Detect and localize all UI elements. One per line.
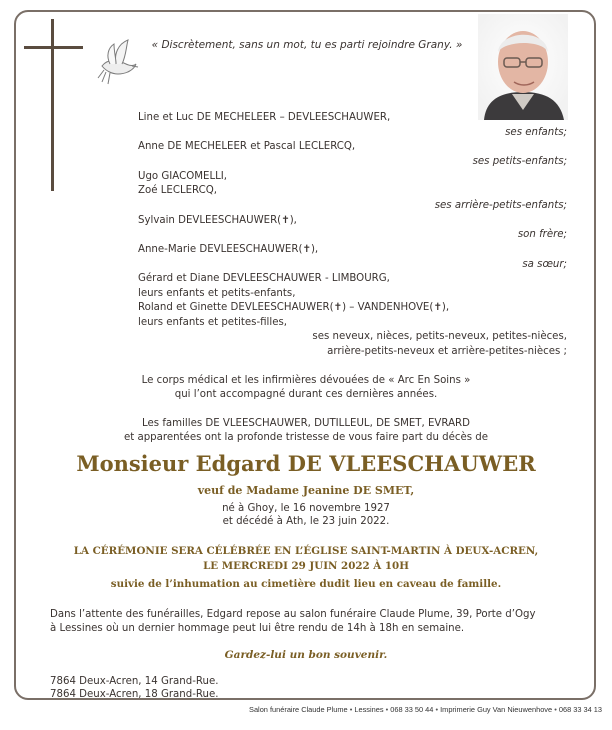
family-name-line: Gérard et Diane DEVLEESCHAUWER - LIMBOURG, xyxy=(138,273,390,284)
announce-line: Les familles DE VLEESCHAUWER, DUTILLEUL, DE SMET, EVRARD xyxy=(142,418,470,429)
cross-icon-bar xyxy=(24,46,83,49)
family-name-line: Anne-Marie DEVLEESCHAUWER(✝), xyxy=(138,244,319,255)
deceased-name: Monsieur Edgard DE VLEESCHAUWER xyxy=(76,451,536,476)
widow-line: veuf de Madame Jeanine DE SMET, xyxy=(197,484,415,497)
family-relation: ses petits-enfants; xyxy=(472,156,567,167)
family-name-line: leurs enfants et petits-enfants, xyxy=(138,288,296,299)
cross-icon xyxy=(51,19,54,191)
viewing-line: à Lessines où un dernier hommage peut lui être rendu de 14h à 18h en semaine. xyxy=(50,623,465,634)
dove-icon xyxy=(96,36,140,88)
family-relation: arrière-petits-neveux et arrière-petites-nièces ; xyxy=(327,346,567,357)
keep-memory: Gardez-lui un bon souvenir. xyxy=(224,649,388,661)
family-name-line: Ugo GIACOMELLI, xyxy=(138,171,228,182)
footer-phone: 068 33 50 44 xyxy=(390,705,434,714)
announce-line: et apparentées ont la profonde tristesse de vous faire part du décès de xyxy=(123,432,489,443)
thanks-line: Le corps médical et les infirmières dévouées de « Arc En Soins » xyxy=(141,375,471,386)
family-name-line: Zoé LECLERCQ, xyxy=(138,185,217,196)
family-name-line: Sylvain DEVLEESCHAUWER(✝), xyxy=(138,215,297,226)
footer-printer: Imprimerie Guy Van Nieuwenhove xyxy=(440,705,553,714)
family-name-line: leurs enfants et petites-filles, xyxy=(138,317,288,328)
ceremony-line: LA CÉRÉMONIE SERA CÉLÉBRÉE EN L’ÉGLISE SAINT-MARTIN À DEUX-ACREN, xyxy=(73,545,539,557)
family-relation: sa sœur; xyxy=(522,259,567,270)
family-name-line: Anne DE MECHELEER et Pascal LECLERCQ, xyxy=(138,141,356,152)
footer-separator: • xyxy=(435,705,439,714)
footer-separator: • xyxy=(554,705,557,714)
footer xyxy=(249,705,602,714)
ceremony-line: suivie de l’inhumation au cimetière dudit lieu en caveau de famille. xyxy=(110,578,502,590)
family-relation: ses neveux, nièces, petits-neveux, petites-nièces, xyxy=(312,331,567,342)
portrait-photo xyxy=(478,14,568,120)
family-relation: ses enfants; xyxy=(505,127,567,138)
footer-separator: • xyxy=(349,705,353,714)
quote-text: « Discrètement, sans un mot, tu es parti rejoindre Grany. » xyxy=(151,39,463,51)
address-line: 7864 Deux-Acren, 18 Grand-Rue. xyxy=(50,689,219,700)
ceremony-line: LE MERCREDI 29 JUIN 2022 À 10H xyxy=(203,560,409,572)
footer-separator: • xyxy=(385,705,389,714)
viewing-line: Dans l’attente des funérailles, Edgard repose au salon funéraire Claude Plume, 39, Porte d’Ogy xyxy=(50,609,536,620)
thanks-line: qui l’ont accompagné durant ces dernières années. xyxy=(174,389,438,400)
death-line: et décédé à Ath, le 23 juin 2022. xyxy=(222,516,390,527)
family-name-line: Line et Luc DE MECHELEER – DEVLEESCHAUWER, xyxy=(138,112,391,123)
footer-city: Lessines xyxy=(354,705,384,714)
family-relation: son frère; xyxy=(517,229,567,240)
footer-phone: 068 33 34 13 xyxy=(558,705,602,714)
family-name-line: Roland et Ginette DEVLEESCHAUWER(✝) – VANDENHOVE(✝), xyxy=(138,302,450,313)
address-line: 7864 Deux-Acren, 14 Grand-Rue. xyxy=(50,676,219,687)
footer-salon: Salon funéraire Claude Plume xyxy=(249,705,348,714)
birth-line: né à Ghoy, le 16 novembre 1927 xyxy=(222,503,390,514)
family-relation: ses arrière-petits-enfants; xyxy=(434,200,567,211)
